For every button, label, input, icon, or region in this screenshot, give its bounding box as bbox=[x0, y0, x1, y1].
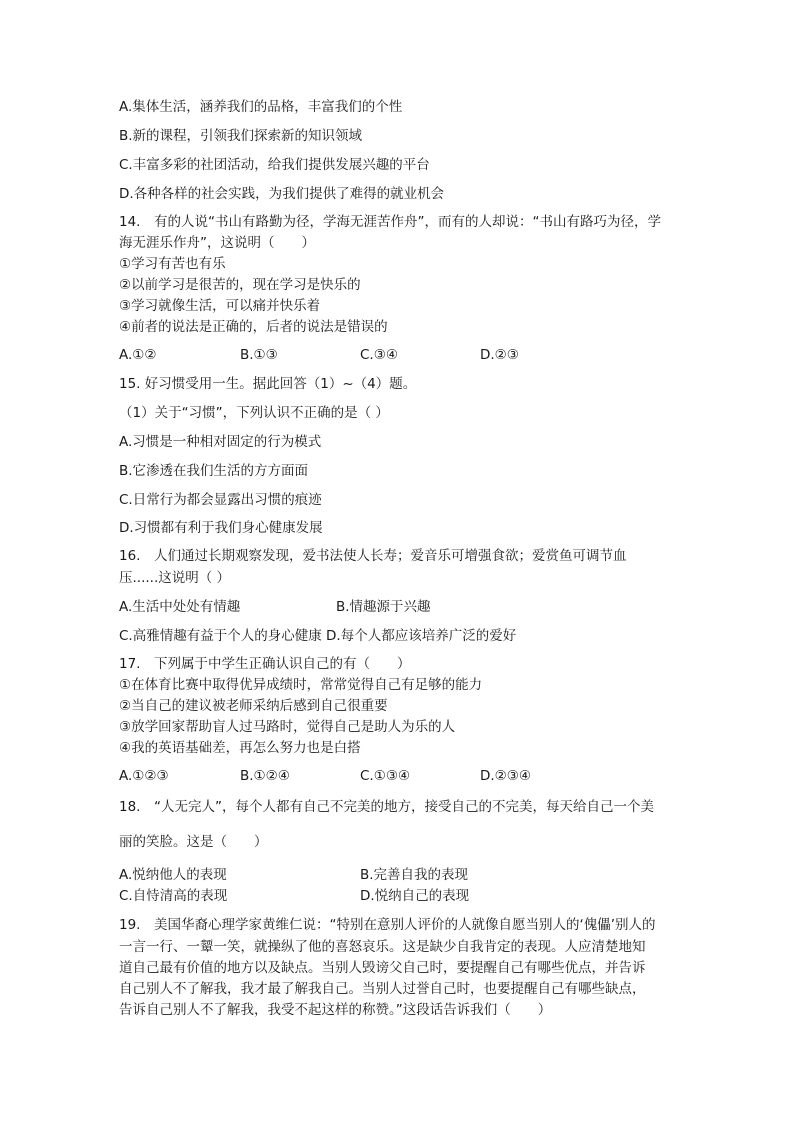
q15-option-b: B.它渗透在我们生活的方方面面 bbox=[119, 463, 309, 479]
q14-statement-2: ②以前学习是很苦的，现在学习是快乐的 bbox=[119, 277, 361, 293]
q14-option-b: B.①③ bbox=[240, 347, 278, 363]
q19-stem-line4: 自己别人不了解我，我才最了解我自己。当别人过誉自己时，也要提醒自己有哪些缺点， bbox=[119, 981, 646, 997]
q17-stem: 17. 下列属于中学生正确认识自己的有（ ） bbox=[119, 656, 411, 672]
q16-option-cd: C.高雅情趣有益于个人的身心健康 D.每个人都应该培养广泛的爱好 bbox=[119, 628, 517, 644]
q18-stem-line2: 丽的笑脸。这是（ ） bbox=[119, 834, 268, 850]
q17-statement-3: ③放学回家帮助盲人过马路时，觉得自己是助人为乐的人 bbox=[119, 719, 456, 735]
q19-stem-line1: 19. 美国华裔心理学家黄维仁说：“特别在意别人评价的人就像自愿当别人的‘傀儡’别人的 bbox=[119, 917, 656, 933]
q13-option-d: D.各种各样的社会实践，为我们提供了难得的就业机会 bbox=[119, 186, 445, 202]
q13-option-c: C.丰富多彩的社团活动，给我们提供发展兴趣的平台 bbox=[119, 157, 430, 173]
q14-option-a: A.①② bbox=[119, 347, 157, 363]
q16-stem-line2: 压......这说明（ ） bbox=[119, 570, 231, 586]
q13-option-b: B.新的课程，引领我们探索新的知识领域 bbox=[119, 128, 363, 144]
q19-stem-line3: 道自己最有价值的地方以及缺点。当别人毁谤父自己时，要提醒自己有哪些优点，并告诉 bbox=[119, 960, 646, 976]
q16-stem-line1: 16. 人们通过长期观察发现，爱书法使人长寿；爱音乐可增强食欲；爱赏鱼可调节血 bbox=[119, 548, 627, 564]
q15-sub-question-1: （1）关于“习惯”，下列认识不正确的是（ ） bbox=[119, 405, 389, 421]
q17-statement-2: ②当自己的建议被老师采纳后感到自己很重要 bbox=[119, 698, 388, 714]
q16-option-a: A.生活中处处有情趣 bbox=[119, 599, 241, 615]
q14-statement-4: ④前者的说法是正确的，后者的说法是错误的 bbox=[119, 319, 388, 335]
q14-option-d: D.②③ bbox=[480, 347, 519, 363]
q18-option-a: A.悦纳他人的表现 bbox=[119, 867, 227, 883]
q15-option-d: D.习惯都有利于我们身心健康发展 bbox=[119, 520, 323, 536]
q15-stem: 15. 好习惯受用一生。据此回答（1）~（4）题。 bbox=[119, 376, 417, 392]
q14-stem-line1: 14. 有的人说“书山有路勤为径，学海无涯苦作舟”，而有的人却说：“书山有路巧为径，学 bbox=[119, 214, 661, 230]
q17-option-c: C.①③④ bbox=[360, 768, 411, 784]
q17-option-b: B.①②④ bbox=[240, 768, 290, 784]
q13-option-a: A.集体生活，涵养我们的品格，丰富我们的个性 bbox=[119, 99, 403, 115]
q15-option-a: A.习惯是一种相对固定的行为模式 bbox=[119, 434, 322, 450]
q18-option-c: C.自恃清高的表现 bbox=[119, 888, 228, 904]
q17-statement-4: ④我的英语基础差，再怎么努力也是白搭 bbox=[119, 740, 361, 756]
q14-statement-3: ③学习就像生活，可以痛并快乐着 bbox=[119, 298, 321, 314]
q19-stem-line5: 告诉自己别人不了解我，我受不起这样的称赞。”这段话告诉我们（ ） bbox=[119, 1002, 552, 1018]
q15-option-c: C.日常行为都会显露出习惯的痕迹 bbox=[119, 492, 322, 508]
q19-stem-line2: 一言一行、一颦一笑，就操纵了他的喜怒哀乐。这是缺少自我肯定的表现。人应清楚地知 bbox=[119, 939, 646, 955]
q18-option-b: B.完善自我的表现 bbox=[360, 867, 469, 883]
q17-option-a: A.①②③ bbox=[119, 768, 169, 784]
q17-option-d: D.②③④ bbox=[480, 768, 531, 784]
q14-statement-1: ①学习有苦也有乐 bbox=[119, 256, 226, 272]
q14-option-c: C.③④ bbox=[360, 347, 398, 363]
q18-stem-line1: 18. “人无完人”，每个人都有自己不完美的地方，接受自己的不完美，每天给自己一个美 bbox=[119, 799, 654, 815]
q16-option-b: B.情趣源于兴趣 bbox=[336, 599, 431, 615]
q18-option-d: D.悦纳自己的表现 bbox=[360, 888, 470, 904]
q14-stem-line2: 海无涯乐作舟”，这说明（ ） bbox=[119, 235, 315, 251]
q17-statement-1: ①在体育比赛中取得优异成绩时，常常觉得自己有足够的能力 bbox=[119, 677, 483, 693]
